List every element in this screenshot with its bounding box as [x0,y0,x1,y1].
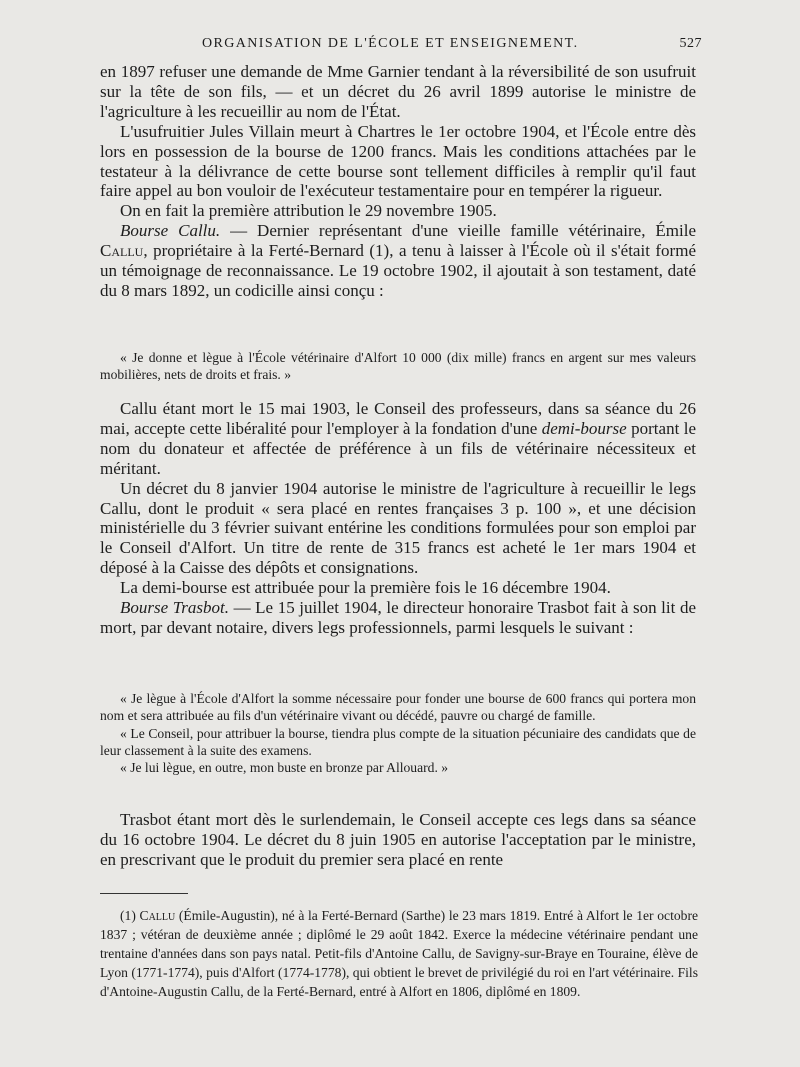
paragraph: L'usufruitier Jules Villain meurt à Chartres le 1er octobre 1904, et l'École entre dès lors en possession de la bourse de 1200 francs. Mais les conditions attachées par le testateur à la délivrance de cette bourse sont tellement difficiles à remplir qu'il faut faire appel au bon vouloir de l'exécuteur testamentaire pour en tempérer la rigueur. [100,121,696,201]
quotation: « Je lègue à l'École d'Alfort la somme nécessaire pour fonder une bourse de 600 francs qui portera mon nom et sera attribuée au fils d'un vétérinaire vivant ou décédé, pauvre ou chargé de famille. [100,691,696,724]
person-name: Callu [139,908,176,923]
page-number: 527 [679,36,702,51]
quote-block-1 [100,349,696,384]
paragraph: La demi-bourse est attribuée pour la première fois le 16 décembre 1904. [120,578,611,598]
text-block-3 [100,810,696,870]
footnote-divider [100,893,188,894]
quotation: « Le Conseil, pour attribuer la bourse, tiendra plus compte de la situation pécuniaire des candidats que de leur classement à la suite des examens. [100,725,696,758]
quote-block-2 [100,690,696,776]
footnote [100,906,698,1001]
quotation: « Je donne et lègue à l'École vétérinaire d'Alfort 10 000 (dix mille) francs en argent sur mes valeurs mobilières, nets de droits et frais. » [100,350,696,383]
footnote-text: (1) Callu (Émile-Augustin), né à la Ferté-Bernard (Sarthe) le 23 mars 1819. Entré à Alfort le 1er octobre 1837 ; vétéran de deuxième année ; diplômé le 29 août 1842. Exerce la médecine vétérinaire pendant une trentaine d'années dans son pays natal. Petit-fils d'Antoine Callu, de Savigny-sur-Braye en Touraine, élève de Lyon (1771-1774), puis d'Alfort (1774-1778), qui obtient le brevet de privilégié du roi en l'art vétérinaire. Fils d'Antoine-Augustin Callu, de la Ferté-Bernard, entré à Alfort en 1806, diplômé en 1809. [100,908,698,999]
paragraph-bourse-trasbot: Bourse Trasbot. — Le 15 juillet 1904, le directeur honoraire Trasbot fait à son lit de mort, par devant notaire, divers legs professionnels, parmi lesquels le suivant : [100,598,696,637]
paragraph: Callu étant mort le 15 mai 1903, le Conseil des professeurs, dans sa séance du 26 mai, accepte cette libéralité pour l'employer à la fondation d'une demi-bourse portant le nom du donateur et affectée de préférence à un fils de vétérinaire nécessiteux et méritant. [100,399,696,478]
section-title: Bourse Callu. [120,221,221,241]
paragraph: en 1897 refuser une demande de Mme Garnier tendant à la réversibilité de son usufruit sur la tête de son fils, — et un décret du 26 avril 1899 autorise le ministre de l'agriculture à les recueillir au nom de l'État. [100,62,696,121]
text-block-2 [100,399,696,638]
section-title: Bourse Trasbot. [120,598,229,618]
paragraph-bourse-callu: Bourse Callu. — Dernier représentant d'une vieille famille vétérinaire, Émile Callu, propriétaire à la Ferté-Bernard (1), a tenu à laisser à l'École où il s'était formé un témoignage de reconnaissance. Le 19 octobre 1902, il ajoutait à son testament, daté du 8 mars 1892, un codicille ainsi conçu : [100,221,696,300]
quotation: « Je lui lègue, en outre, mon buste en bronze par Allouard. » [120,760,449,776]
paragraph: On en fait la première attribution le 29 novembre 1905. [120,201,497,221]
person-name: Callu [100,241,144,261]
text-block-1 [100,62,696,301]
running-title: ORGANISATION DE L'ÉCOLE ET ENSEIGNEMENT. [202,36,579,51]
paragraph: Un décret du 8 janvier 1904 autorise le ministre de l'agriculture à recueillir le legs Callu, dont le produit « sera placé en rentes françaises 3 p. 100 », et une décision ministérielle du 3 février suivant entérine les conditions formulées pour son emploi par le Conseil d'Alfort. Un titre de rente de 315 francs est acheté le 1er mars 1904 et déposé à la Caisse des dépôts et consignations. [100,478,696,578]
paragraph: Trasbot étant mort dès le surlendemain, le Conseil accepte ces legs dans sa séance du 16 octobre 1904. Le décret du 8 juin 1905 en autorise l'acceptation par le ministre, en prescrivant que le produit du premier sera placé en rente [100,810,696,869]
